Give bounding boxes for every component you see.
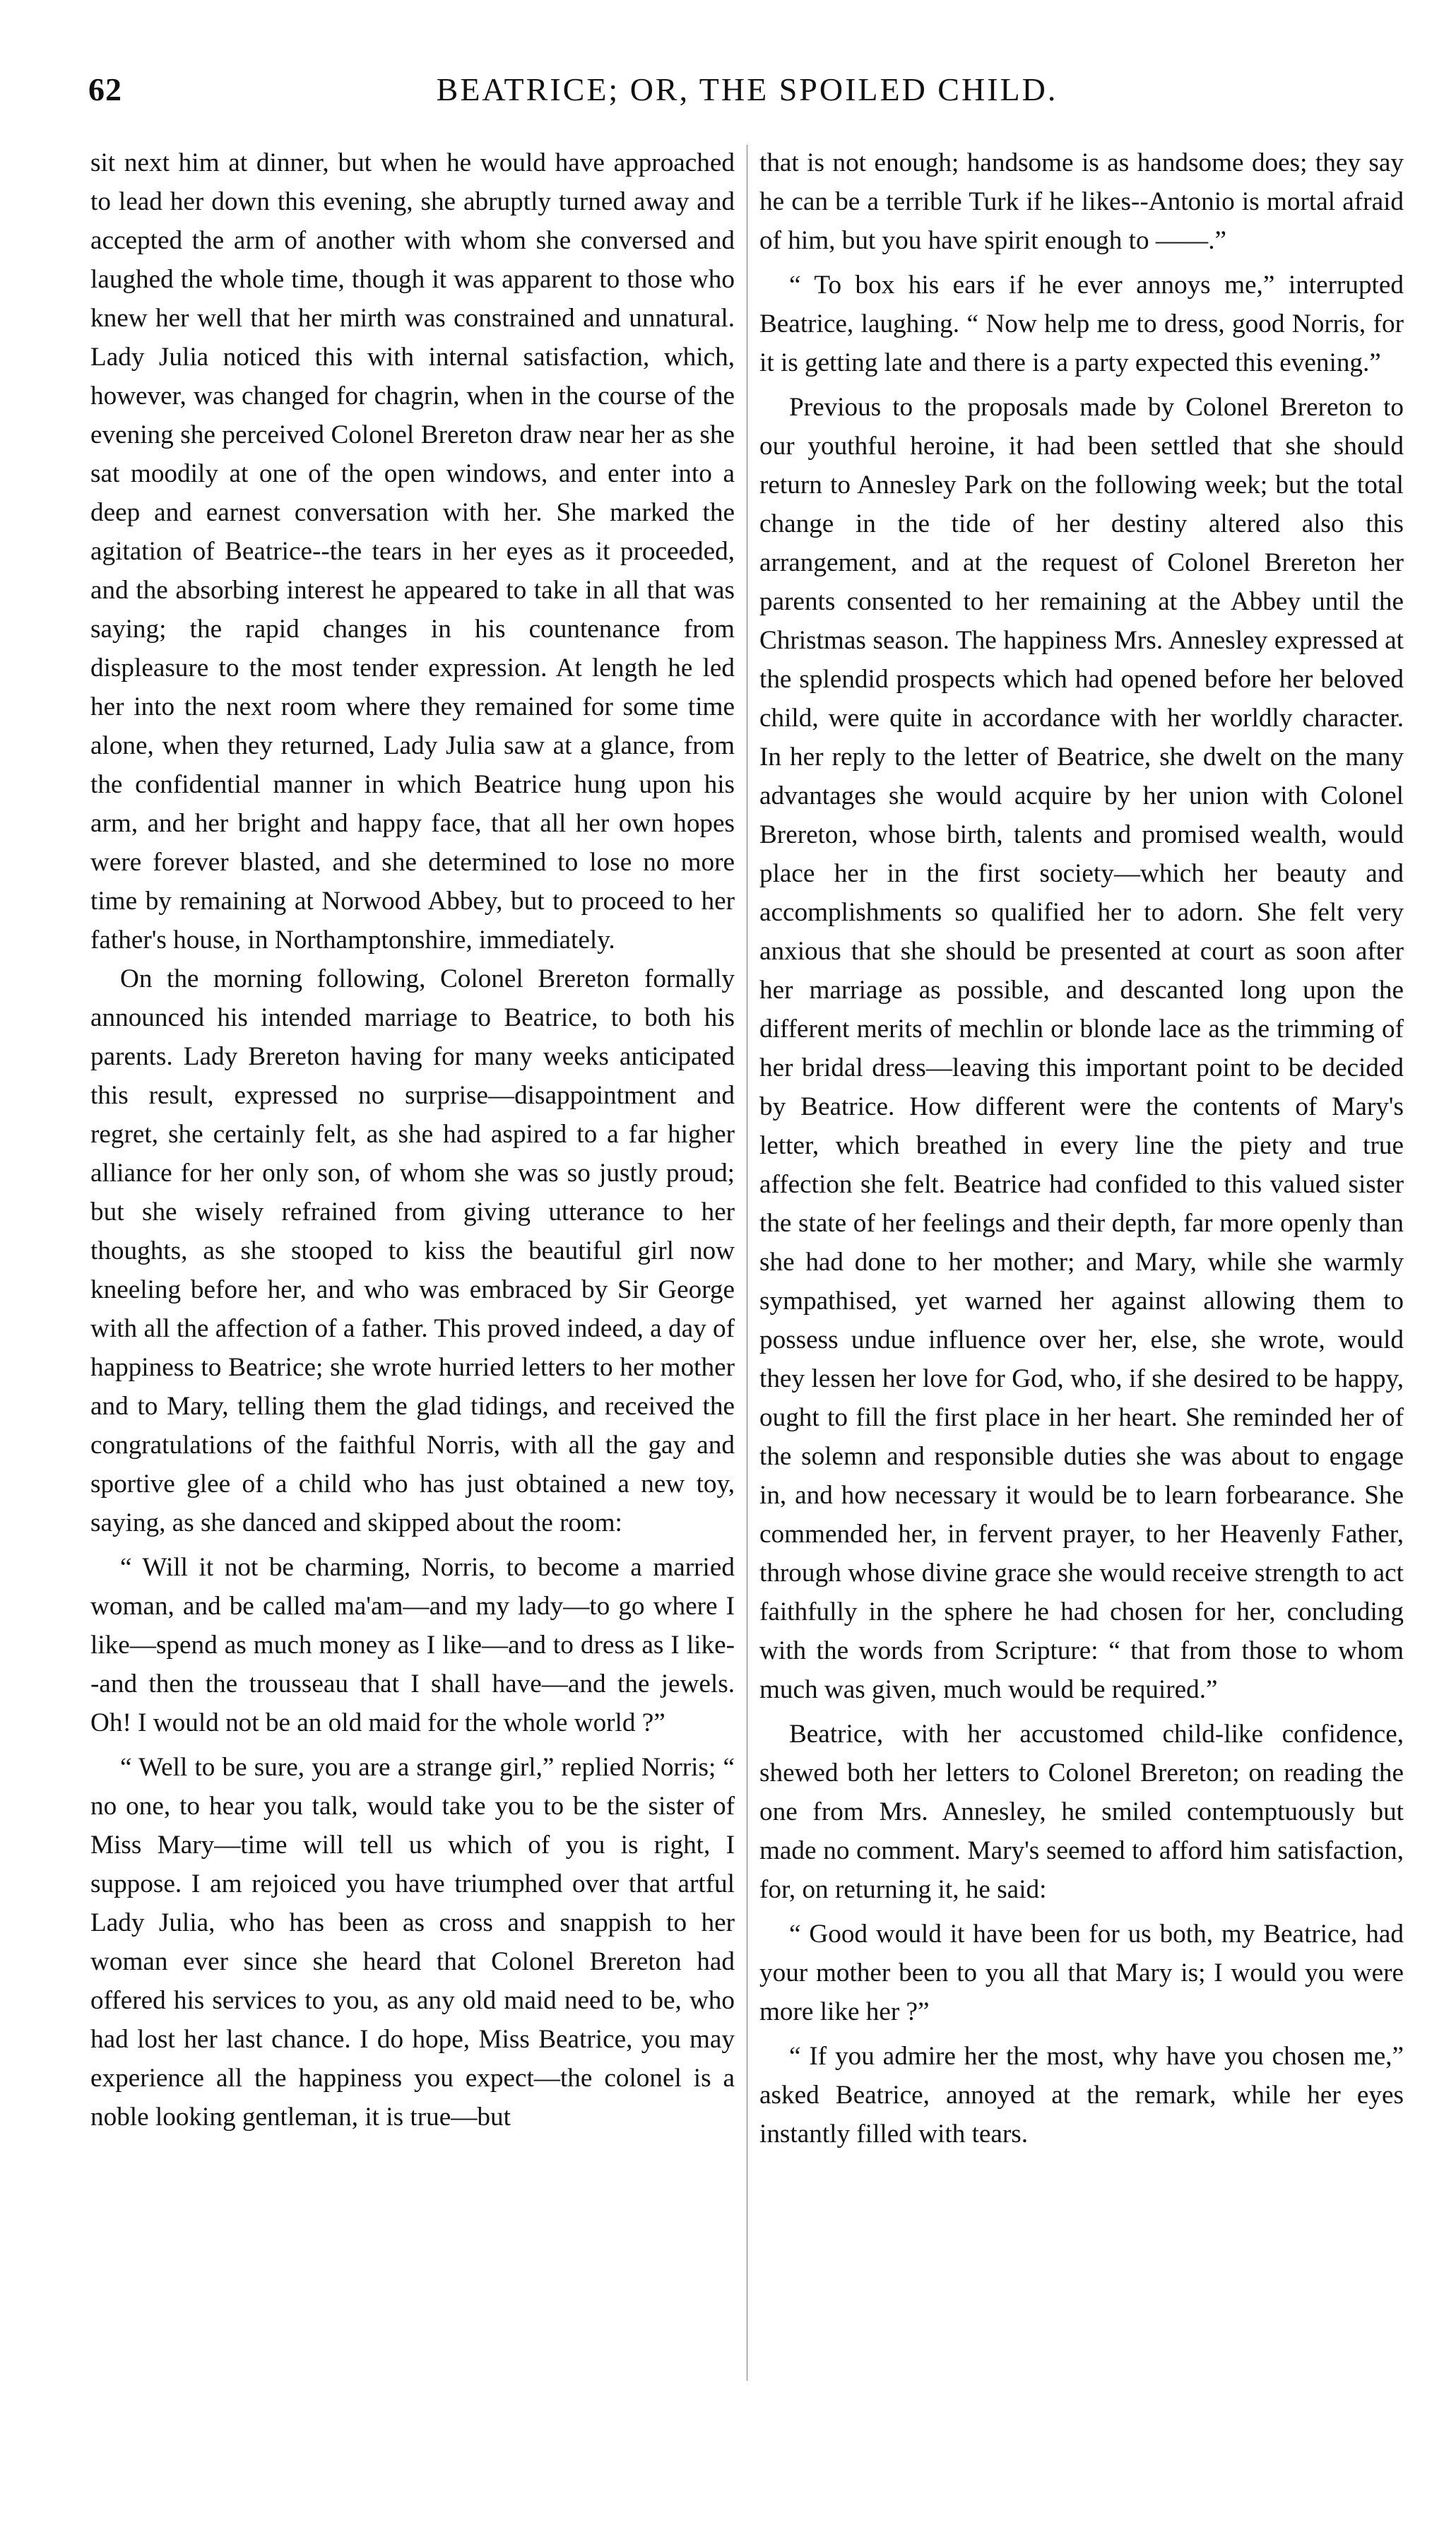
- paragraph: Beatrice, with her accustomed child-like confidence, shewed both her letters to Colonel Brereton; on reading the one from Mrs. Annesley, he smiled contemptuously but made no comment. Mary's seemed to afford him satisfaction, for, on returning it, he said:: [759, 1720, 1404, 1904]
- page-number: 62: [88, 71, 122, 107]
- right-column: [759, 143, 1404, 2153]
- paragraph: “ If you admire her the most, why have you chosen me,” asked Beatrice, annoyed at the remark, while her eyes instantly filled with tears.: [759, 2042, 1404, 2149]
- paragraph: “ To box his ears if he ever annoys me,” interrupted Beatrice, laughing. “ Now help me to dress, good Norris, for it is getting late and there is a party expected this evening.”: [759, 271, 1404, 377]
- paragraph: sit next him at dinner, but when he would have approached to lead her down this evening, she abruptly turned away and accepted the arm of another with whom she conversed and laughed the whole time, though it was apparent to those who knew her well that her mirth was constrained and unnatural. Lady Julia noticed this with internal satisfaction, which, however, was changed for chagrin, when in the course of the evening she perceived Colonel Brereton draw near her as she sat moodily at one of the open windows, and enter into a deep and earnest conversation with her. She marked the agitation of Beatrice--the tears in her eyes as it proceeded, and the absorbing interest he appeared to take in all that was saying; the rapid changes in his countenance from displeasure to the most tender expression. At length he led her into the next room where they remained for some time alone, when they returned, Lady Julia saw at a glance, from the confidential manner in which Beatrice hung upon his arm, and her bright and happy face, that all her own hopes were forever blasted, and she determined to lose no more time by remaining at Norwood Abbey, but to proceed to her father's house, in Northamptonshire, immediately.: [90, 148, 735, 955]
- page-header: [88, 71, 1406, 120]
- left-column: [90, 143, 735, 2137]
- paragraph: that is not enough; handsome is as handsome does; they say he can be a terrible Turk if he likes--Antonio is mortal afraid of him, but you have spirit enough to ——.”: [759, 148, 1404, 255]
- paragraph: “ Well to be sure, you are a strange girl,” replied Norris; “ no one, to hear you talk, would take you to be the sister of Miss Mary—time will tell us which of you is right, I suppose. I am rejoiced you have triumphed over that artful Lady Julia, who has been as cross and snappish to her woman ever since she heard that Colonel Brereton had offered his services to you, as any old maid need to be, who had lost her last chance. I do hope, Miss Beatrice, you may experience all the happiness you expect—the colonel is a noble looking gentleman, it is true—but: [90, 1753, 735, 2132]
- paragraph: “ Good would it have been for us both, my Beatrice, had your mother been to you all that Mary is; I would you were more like her ?”: [759, 1920, 1404, 2026]
- paragraph: Previous to the proposals made by Colonel Brereton to our youthful heroine, it had been settled that she should return to Annesley Park on the following week; but the total change in the tide of her destiny altered also this arrangement, and at the request of Colonel Brereton her parents consented to her remaining at the Abbey until the Christmas season. The happiness Mrs. Annesley expressed at the splendid prospects which had opened before her beloved child, were quite in accordance with her worldly character. In her reply to the letter of Beatrice, she dwelt on the many advantages she would acquire by her union with Colonel Brereton, whose birth, talents and promised wealth, would place her in the first society—which her beauty and accomplishments so qualified her to adorn. She felt very anxious that she should be presented at court as soon after her marriage as possible, and descanted long upon the different merits of mechlin or blonde lace as the trimming of her bridal dress—leaving this important point to be decided by Beatrice. How different were the contents of Mary's letter, which breathed in every line the piety and true affection she felt. Beatrice had confided to this valued sister the state of her feelings and their depth, far more openly than she had done to her mother; and Mary, while she warmly sympathised, yet warned her against allowing them to possess undue influence over her, else, she wrote, would they lessen her love for God, who, if she desired to be happy, ought to fill the first place in her heart. She reminded her of the solemn and responsible duties she was about to engage in, and how necessary it would be to learn forbearance. She commended her, in fervent prayer, to her Heavenly Father, through whose divine grace she would receive strength to act faithfully in the sphere he had chosen for her, concluding with the words from Scripture: “ that from those to whom much was given, much would be required.”: [759, 393, 1404, 1704]
- paragraph: “ Will it not be charming, Norris, to become a married woman, and be called ma'am—and my lady—to go where I like—spend as much money as I like—and to dress as I like--and then the trousseau that I shall have—and the jewels. Oh! I would not be an old maid for the whole world ?”: [90, 1553, 735, 1737]
- running-title: BEATRICE; OR, THE SPOILED CHILD.: [436, 71, 1058, 107]
- paragraph: On the morning following, Colonel Brereton formally announced his intended marriage to Beatrice, to both his parents. Lady Brereton having for many weeks anticipated this result, expressed no surprise—disappointment and regret, she certainly felt, as she had aspired to a far higher alliance for her only son, of whom she was so justly proud; but she wisely refrained from giving utterance to her thoughts, as she stooped to kiss the beautiful girl now kneeling before her, and who was embraced by Sir George with all the affection of a father. This proved indeed, a day of happiness to Beatrice; she wrote hurried letters to her mother and to Mary, telling them the glad tidings, and received the congratulations of the faithful Norris, with all the gay and sportive glee of a child who has just obtained a new toy, saying, as she danced and skipped about the room:: [90, 964, 735, 1537]
